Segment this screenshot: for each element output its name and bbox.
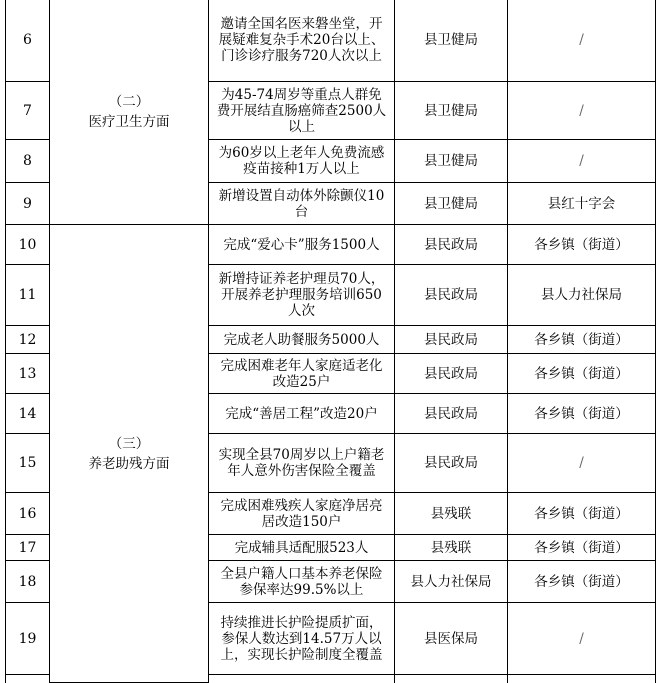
assist-unit-cell: 各乡镇（街道） (508, 493, 656, 535)
task-cell: 新增持证养老护理员70人，开展养老护理服务培训650人次 (209, 265, 395, 326)
row-number: 10 (6, 225, 50, 265)
category-number: （二） (108, 93, 150, 110)
lead-unit-cell: 县卫健局 (395, 0, 508, 82)
lead-unit-cell: 县民政局 (395, 354, 508, 394)
task-cell: 为45-74周岁等重点人群免费开展结直肠癌筛查2500人以上 (209, 82, 395, 140)
task-cell: 邀请全国名医来磐坐堂，开展疑难复杂手术20台以上、门诊诊疗服务720人次以上 (209, 0, 395, 82)
category-name: 养老助残方面 (88, 455, 170, 472)
category-number: （三） (108, 435, 150, 452)
table-body (6, 0, 656, 683)
task-cell: 为60岁以上老年人免费流感疫苗接种1万人以上 (209, 140, 395, 183)
row-number: 19 (6, 603, 50, 675)
row-number: 14 (6, 394, 50, 434)
task-cell: 完成“爱心卡”服务1500人 (209, 225, 395, 265)
assist-unit-cell: / (508, 82, 656, 140)
category-cell (50, 225, 209, 683)
assist-unit-cell: 县人力社保局 (508, 265, 656, 326)
task-cell: 完成“善居工程”改造20户 (209, 394, 395, 434)
assist-unit-cell: / (508, 434, 656, 493)
lead-unit-cell: 县民政局 (395, 326, 508, 354)
lead-unit-cell: 县民政局 (395, 434, 508, 493)
assist-unit-cell: 县红十字会 (508, 183, 656, 225)
row-number: 16 (6, 493, 50, 535)
lead-unit-cell: 县人力社保局 (395, 561, 508, 603)
row-number: 8 (6, 140, 50, 183)
lead-unit-cell: 县卫健局 (395, 140, 508, 183)
task-cell: 完成辅具适配服523人 (209, 535, 395, 561)
task-cell: 实现全县70周岁以上户籍老年人意外伤害保险全覆盖 (209, 434, 395, 493)
row-number: 12 (6, 326, 50, 354)
task-cell: 完成老人助餐服务5000人 (209, 326, 395, 354)
row-number: 13 (6, 354, 50, 394)
lead-unit-cell: 县残联 (395, 493, 508, 535)
row-number: 17 (6, 535, 50, 561)
row-number: 11 (6, 265, 50, 326)
assist-unit-cell: / (508, 0, 656, 82)
task-cell: 完成困难老年人家庭适老化改造25户 (209, 354, 395, 394)
lead-unit-cell: 县医保局 (395, 603, 508, 675)
row-number: 18 (6, 561, 50, 603)
row-number: 9 (6, 183, 50, 225)
assist-unit-cell: 各乡镇（街道） (508, 561, 656, 603)
assist-unit-cell: 各乡镇（街道） (508, 326, 656, 354)
lead-unit-cell: 县民政局 (395, 225, 508, 265)
task-table (5, 0, 656, 683)
assist-unit-cell: / (508, 603, 656, 675)
assist-unit-cell: / (508, 140, 656, 183)
assist-unit-cell: 各乡镇（街道） (508, 535, 656, 561)
task-cell: 持续推进长护险提质扩面，参保人数达到14.57万人以上，实现长护险制度全覆盖 (209, 603, 395, 675)
table-row (6, 0, 656, 82)
task-cell: 完成困难残疾人家庭净居亮居改造150户 (209, 493, 395, 535)
category-cell (50, 0, 209, 225)
lead-unit-cell: 县卫健局 (395, 82, 508, 140)
category-name: 医疗卫生方面 (88, 113, 170, 130)
task-cell: 全县户籍人口基本养老保险参保率达99.5%以上 (209, 561, 395, 603)
assist-unit-cell: 各乡镇（街道） (508, 354, 656, 394)
lead-unit-cell: 县民政局 (395, 394, 508, 434)
row-number: 7 (6, 82, 50, 140)
task-cell: 新增设置自动体外除颤仪10台 (209, 183, 395, 225)
table-row (6, 225, 656, 265)
lead-unit-cell: 县卫健局 (395, 183, 508, 225)
lead-unit-cell: 县民政局 (395, 265, 508, 326)
row-number: 6 (6, 0, 50, 82)
row-number: 15 (6, 434, 50, 493)
lead-unit-cell: 县残联 (395, 535, 508, 561)
assist-unit-cell: 各乡镇（街道） (508, 225, 656, 265)
assist-unit-cell: 各乡镇（街道） (508, 394, 656, 434)
